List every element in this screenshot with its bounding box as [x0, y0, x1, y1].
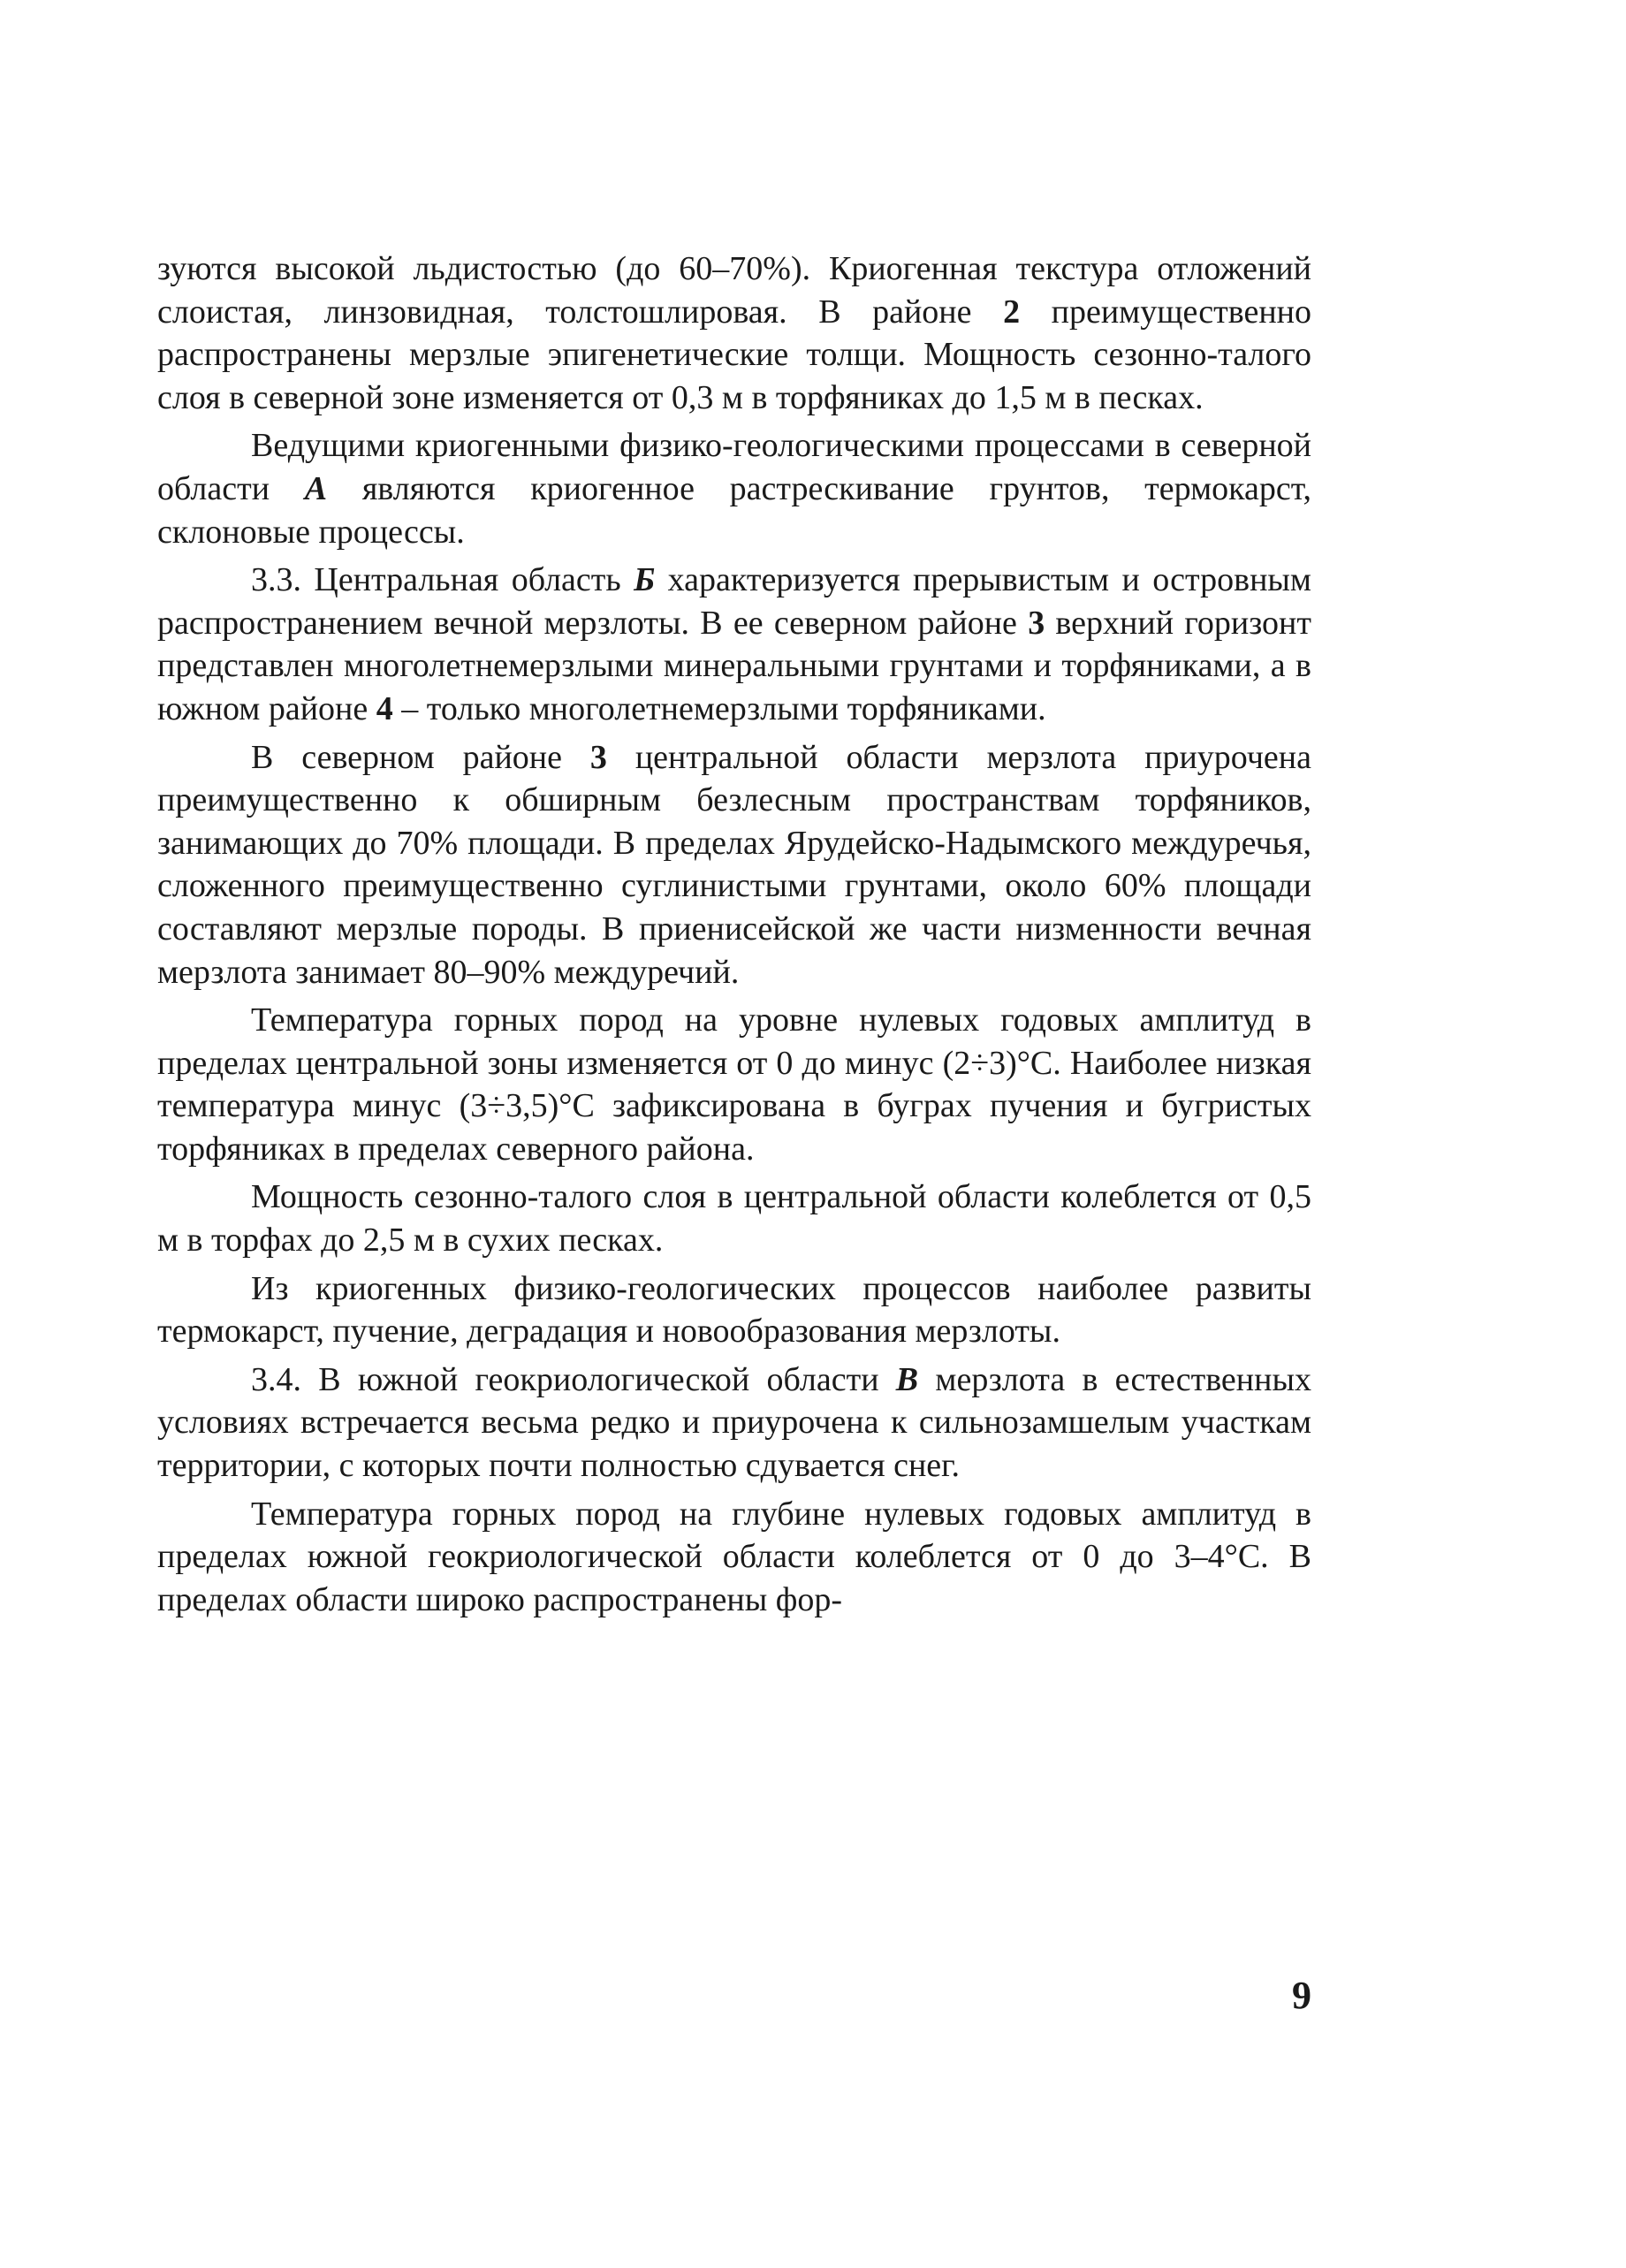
paragraph-4 [157, 736, 1311, 994]
district-number: 3 [1028, 604, 1045, 642]
paragraph-text: Температура горных пород на глубине нулевых годовых амплитуд в пределах южной геокриологической области колеблется от 0 до 3–4°С. В пределах области широко распространены фор- [157, 1495, 1311, 1618]
region-letter: Б [634, 561, 656, 599]
region-letter: В [895, 1360, 919, 1398]
paragraph-text: центральной области мерзлота приурочена преимущественно к обширным безлесным пространствам торфяников, занимающих до 70% площади. В пределах Ярудейско-Надымского междуречья, сложенного преимущественно суглинистыми грунтами, около 60% площади составляют мерзлые породы. В приенисейской же части низменности вечная мерзлота занимает 80–90% междуречий. [157, 738, 1311, 991]
paragraph-text: Ведущими криогенными физико-геологическими процессами в северной области [157, 427, 1311, 507]
paragraph-text: являются криогенное растрескивание грунтов, термокарст, склоновые процессы. [157, 469, 1311, 551]
paragraph-text: Из криогенных физико-геологических процессов наиболее развиты термокарст, пучение, деградация и новообразования мерзлоты. [157, 1269, 1311, 1351]
paragraph-text: 3.3. Центральная область [251, 561, 634, 599]
page-number: 9 [1292, 1974, 1311, 2017]
paragraph-9 [157, 1493, 1311, 1622]
paragraph-text: зуются высокой льдистостью (до 60–70%). Криогенная текстура отложений слоистая, линзовидная, толстошлировая. В районе [157, 250, 1311, 331]
paragraph-text: Мощность сезонно-талого слоя в центральной области колеблется от 0,5 м в торфах до 2,5 м в сухих песках. [157, 1178, 1311, 1260]
paragraph-text: Температура горных пород на уровне нулевых годовых амплитуд в пределах центральной зоны изменяется от 0 до минус (2÷3)°С. Наиболее низкая температура минус (3÷3,5)°С зафиксирована в буграх пучения и бугристых торфяниках в пределах северного района. [157, 1001, 1311, 1168]
region-letter: А [304, 469, 328, 507]
paragraph-text: – только многолетнемерзлыми торфяниками. [392, 689, 1046, 727]
paragraph-3 [157, 559, 1311, 730]
paragraph-5 [157, 999, 1311, 1170]
paragraph-6 [157, 1176, 1311, 1261]
paragraph-text: характеризуется прерывистым и островным распространением вечной мерзлоты. В ее северном районе [157, 561, 1311, 642]
district-number: 2 [1003, 293, 1021, 331]
paragraph-text: 3.4. В южной геокриологической области [251, 1360, 896, 1398]
district-number: 3 [589, 738, 607, 776]
paragraph-7 [157, 1267, 1311, 1353]
body-text [157, 247, 1311, 1621]
paragraph-text: мерзлота в естественных условиях встречается весьма редко и приурочена к сильнозамшелым участкам территории, с которых почти полностью сдувается снег. [157, 1360, 1311, 1485]
paragraph-8 [157, 1359, 1311, 1488]
district-number: 4 [376, 689, 393, 727]
paragraph-1 [157, 247, 1311, 419]
paragraph-text: В северном районе [251, 738, 590, 776]
paragraph-2 [157, 424, 1311, 553]
paragraph-text: верхний горизонт представлен многолетнемерзлыми минеральными грунтами и торфяниками, а в южном районе [157, 604, 1311, 727]
paragraph-text: преимущественно распространены мерзлые эпигенетические толщи. Мощность сезонно-талого слоя в северной зоне изменяется от 0,3 м в торфяниках до 1,5 м в песках. [157, 293, 1312, 416]
